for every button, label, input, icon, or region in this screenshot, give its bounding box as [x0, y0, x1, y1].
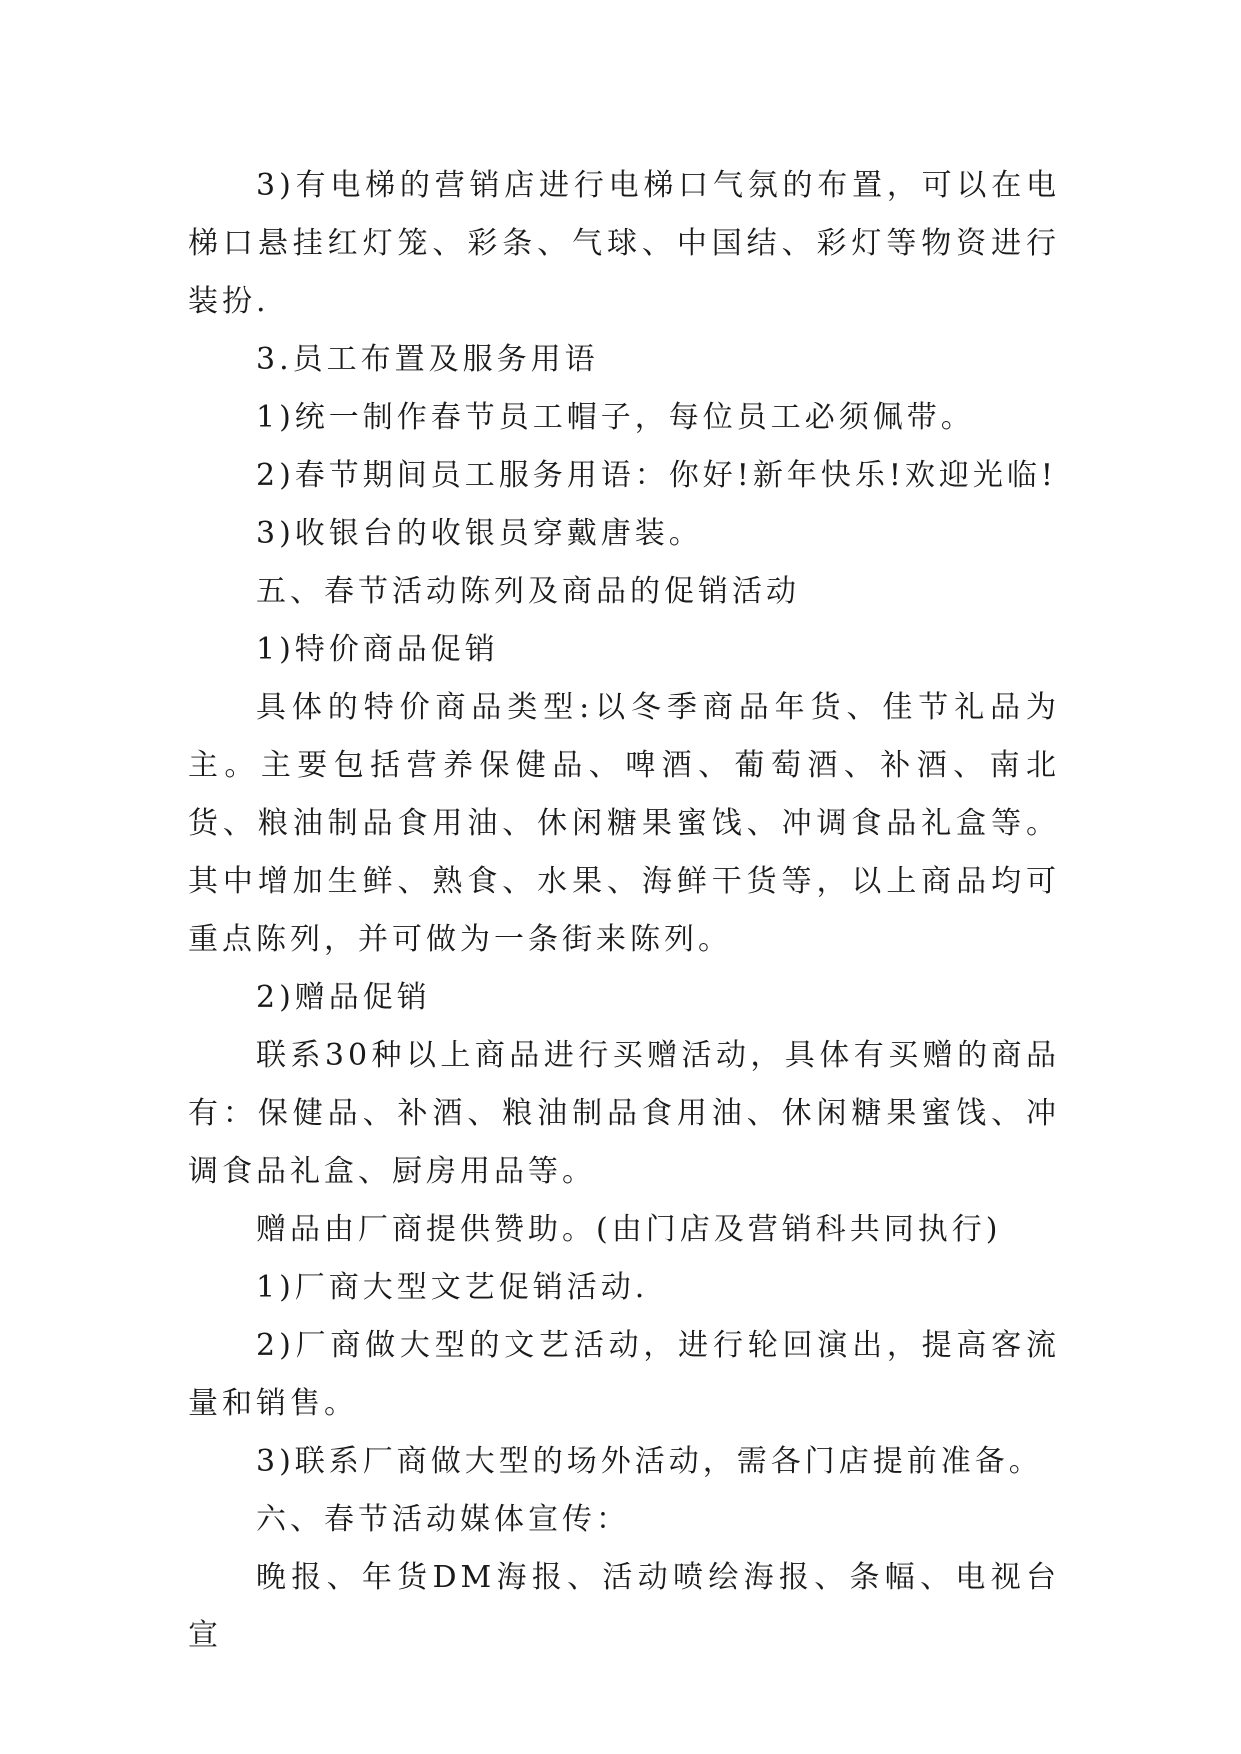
document-page — [188, 157, 1060, 1665]
paragraph-cashier-attire: 3)收银台的收银员穿戴唐装。 — [256, 516, 703, 551]
paragraph-media-channels: 晚报、年货DM海报、活动喷绘海报、条幅、电视台宣 — [188, 1560, 1060, 1653]
paragraph-service-greeting: 2)春节期间员工服务用语：你好!新年快乐!欢迎光临! — [256, 458, 1057, 493]
paragraph-outdoor-activities: 3)联系厂商做大型的场外活动，需各门店提前准备。 — [256, 1444, 1043, 1479]
heading-gift-promotion: 2)赠品促销 — [256, 980, 431, 1015]
paragraph-special-price-details: 具体的特价商品类型:以冬季商品年货、佳节礼品为主。主要包括营养保健品、啤酒、葡萄酒、补酒、南北货、粮油制品食用油、休闲糖果蜜饯、冲调食品礼盒等。其中增加生鲜、熟食、水果、海鲜干货等，以上商品均可重点陈列，并可做为一条街来陈列。 — [188, 690, 1060, 957]
heading-special-price-promotion: 1)特价商品促销 — [256, 632, 499, 667]
paragraph-elevator-decoration: 3)有电梯的营销店进行电梯口气氛的布置，可以在电梯口悬挂红灯笼、彩条、气球、中国结、彩灯等物资进行装扮. — [188, 168, 1060, 319]
paragraph-vendor-performances: 2)厂商做大型的文艺活动，进行轮回演出，提高客流量和销售。 — [188, 1328, 1060, 1421]
paragraph-vendor-art-promotion: 1)厂商大型文艺促销活动. — [256, 1270, 649, 1305]
heading-section-six: 六、春节活动媒体宣传： — [256, 1502, 630, 1537]
paragraph-staff-hats: 1)统一制作春节员工帽子，每位员工必须佩带。 — [256, 400, 975, 435]
paragraph-gift-products: 联系30种以上商品进行买赠活动，具体有买赠的商品有：保健品、补酒、粮油制品食用油、休闲糖果蜜饯、冲调食品礼盒、厨房用品等。 — [188, 1038, 1060, 1189]
heading-section-five: 五、春节活动陈列及商品的促销活动 — [256, 574, 800, 609]
paragraph-gift-sponsorship: 赠品由厂商提供赞助。(由门店及营销科共同执行) — [256, 1212, 1002, 1247]
heading-staff-arrangement: 3.员工布置及服务用语 — [256, 342, 599, 377]
